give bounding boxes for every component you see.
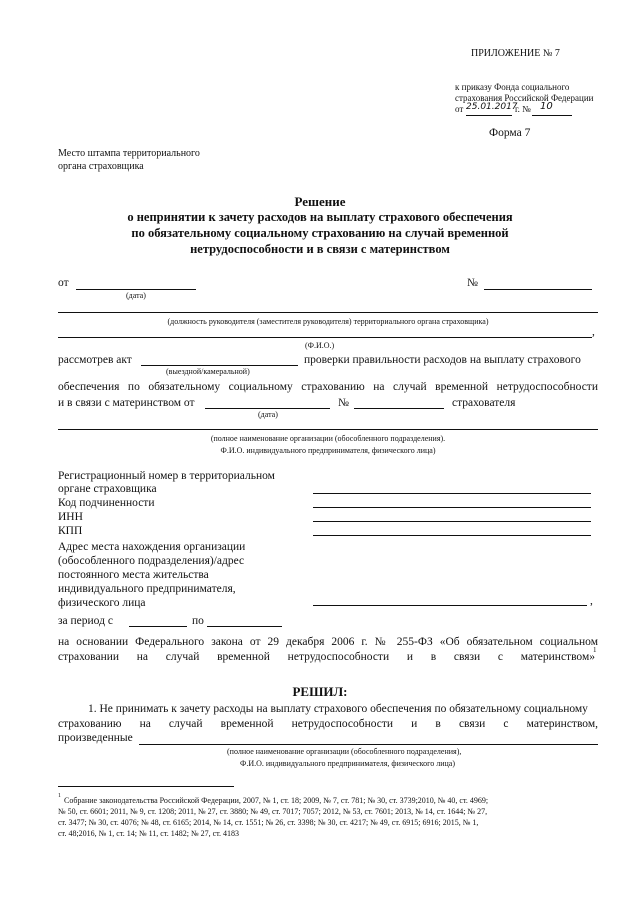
act-date-field[interactable]: [205, 408, 330, 409]
act-number-field[interactable]: [354, 408, 444, 409]
order-number-handwritten: 10: [540, 101, 553, 112]
footnote-line-3: ст. 3477; № 30, ст. 4076; № 48, ст. 6165; 2014, № 14, ст. 1551; № 26, ст. 3398; № 30, ст. 4217; № 49, ст. 6915; 6916; 2015, № 1,: [58, 818, 479, 827]
reg-number-label-2: органе страховщика: [58, 483, 157, 495]
inspection-type-field[interactable]: [141, 365, 298, 366]
footnote-line-2: № 50, ст. 6601; 2011, № 9, ст. 1208; 2011, № 27, ст. 3880; № 49, ст. 7017; 7057; 2012, № 53, ст. 7601; 2013, № 14, ст. 1644; № 27,: [58, 807, 488, 816]
order-from-label: от: [455, 104, 464, 114]
period-start-field[interactable]: [129, 626, 187, 627]
date-hint: (дата): [126, 291, 146, 300]
position-hint: (должность руководителя (заместителя руководителя) территориального органа страховщика): [167, 317, 489, 326]
act-date-hint: (дата): [258, 410, 278, 419]
stamp-place-line1: Место штампа территориального: [58, 148, 200, 159]
number-label: №: [467, 277, 478, 289]
organization-hint-2: Ф.И.О. индивидуального предпринимателя, физического лица): [220, 446, 436, 455]
position-field[interactable]: [58, 312, 598, 313]
order-ref-line2: страхования Российской Федерации: [455, 93, 594, 103]
reg-number-field[interactable]: [313, 493, 591, 494]
subordination-label: Код подчиненности: [58, 497, 155, 509]
from-label: от: [58, 277, 69, 289]
order-number-underline: [532, 115, 572, 116]
kpp-label: КПП: [58, 525, 83, 537]
stamp-place-line2: органа страховщика: [58, 161, 144, 172]
item1-organization-field[interactable]: [139, 744, 598, 745]
inn-field[interactable]: [313, 521, 591, 522]
subordination-field[interactable]: [313, 507, 591, 508]
decided-heading: РЕШИЛ:: [292, 684, 348, 699]
order-ref-line1: к приказу Фонда социального: [455, 82, 570, 92]
paragraph-line-2: обеспечения по обязательному социальному страхованию на случай временной нетрудоспособности: [58, 381, 598, 393]
period-from-label: за период с: [58, 615, 113, 627]
fio-field[interactable]: [58, 337, 592, 338]
act-number-label: №: [338, 397, 349, 409]
inn-label: ИНН: [58, 511, 83, 523]
item1-line-1: 1. Не принимать к зачету расходы на выплату страхового обеспечения по обязательному социальному: [88, 703, 588, 715]
item1-hint-2: Ф.И.О. индивидуального предпринимателя, физического лица): [240, 759, 455, 768]
basis-line-1: на основании Федерального закона от 29 декабря 2006 г. № 255-ФЗ «Об обязательном социальном: [58, 636, 598, 648]
period-to-label: по: [192, 615, 204, 627]
title-line-3: нетрудоспособности и в связи с материнством: [190, 242, 450, 256]
period-end-field[interactable]: [207, 626, 282, 627]
basis-line-2: страховании на случай временной нетрудоспособности и в связи с материнством»: [58, 651, 595, 663]
footnote-line-4: ст. 48;2016, № 1, ст. 14; № 11, ст. 1482; № 27, ст. 4183: [58, 829, 240, 838]
title-line-2: по обязательному социальному страхованию на случай временной: [131, 226, 509, 240]
decision-date-field[interactable]: [76, 289, 196, 290]
inspection-type-hint: (выездной/камеральной): [166, 367, 250, 376]
basis-footnote-mark: 1: [593, 646, 597, 654]
reviewed-act-label: рассмотрев акт: [58, 354, 132, 366]
order-number-label: г. №: [515, 104, 531, 114]
item1-hint-1: (полное наименование организации (обособленного подразделения),: [227, 747, 462, 756]
address-label-5: физического лица: [58, 597, 146, 609]
address-label-1: Адрес места нахождения организации: [58, 541, 246, 553]
organization-hint-1: (полное наименование организации (обособленного подразделения).: [210, 434, 446, 443]
paragraph-line-3-start: и в связи с материнством от: [58, 397, 195, 409]
kpp-field[interactable]: [313, 535, 591, 536]
insured-label: страхователя: [452, 397, 516, 409]
fio-comma: ,: [592, 326, 595, 338]
address-comma: ,: [590, 595, 593, 607]
item1-line-2: страхованию на случай временной нетрудоспособности и в связи с материнством,: [58, 718, 598, 730]
fio-hint: (Ф.И.О.): [305, 341, 335, 350]
document-title: Решение: [294, 194, 346, 209]
address-label-4: индивидуального предпринимателя,: [58, 583, 236, 595]
appendix-label: ПРИЛОЖЕНИЕ № 7: [471, 48, 560, 59]
order-date-handwritten: 25.01.2017: [466, 102, 518, 112]
address-label-3: постоянного места жительства: [58, 569, 209, 581]
title-line-1: о непринятии к зачету расходов на выплату страхового обеспечения: [127, 210, 513, 224]
decision-number-field[interactable]: [484, 289, 592, 290]
basis-line-2-wrap: [58, 650, 595, 664]
form-number: Форма 7: [489, 127, 531, 139]
address-field[interactable]: [313, 605, 587, 606]
footnote-mark: 1: [58, 793, 61, 799]
footnote-separator: [58, 786, 234, 787]
address-label-2: (обособленного подразделения)/адрес: [58, 555, 245, 567]
reviewed-act-tail: проверки правильности расходов на выплату страхового: [304, 354, 581, 366]
order-date-underline: [466, 115, 512, 116]
footnote-line-1: Собрание законодательства Российской Федерации, 2007, № 1, ст. 18; 2009, № 7, ст. 781; № 30, ст. 3739;2010, № 40, ст. 4969;: [64, 796, 489, 805]
reg-number-label-1: Регистрационный номер в территориальном: [58, 470, 275, 482]
organization-field[interactable]: [58, 429, 598, 430]
item1-line-3: произведенные: [58, 732, 133, 744]
